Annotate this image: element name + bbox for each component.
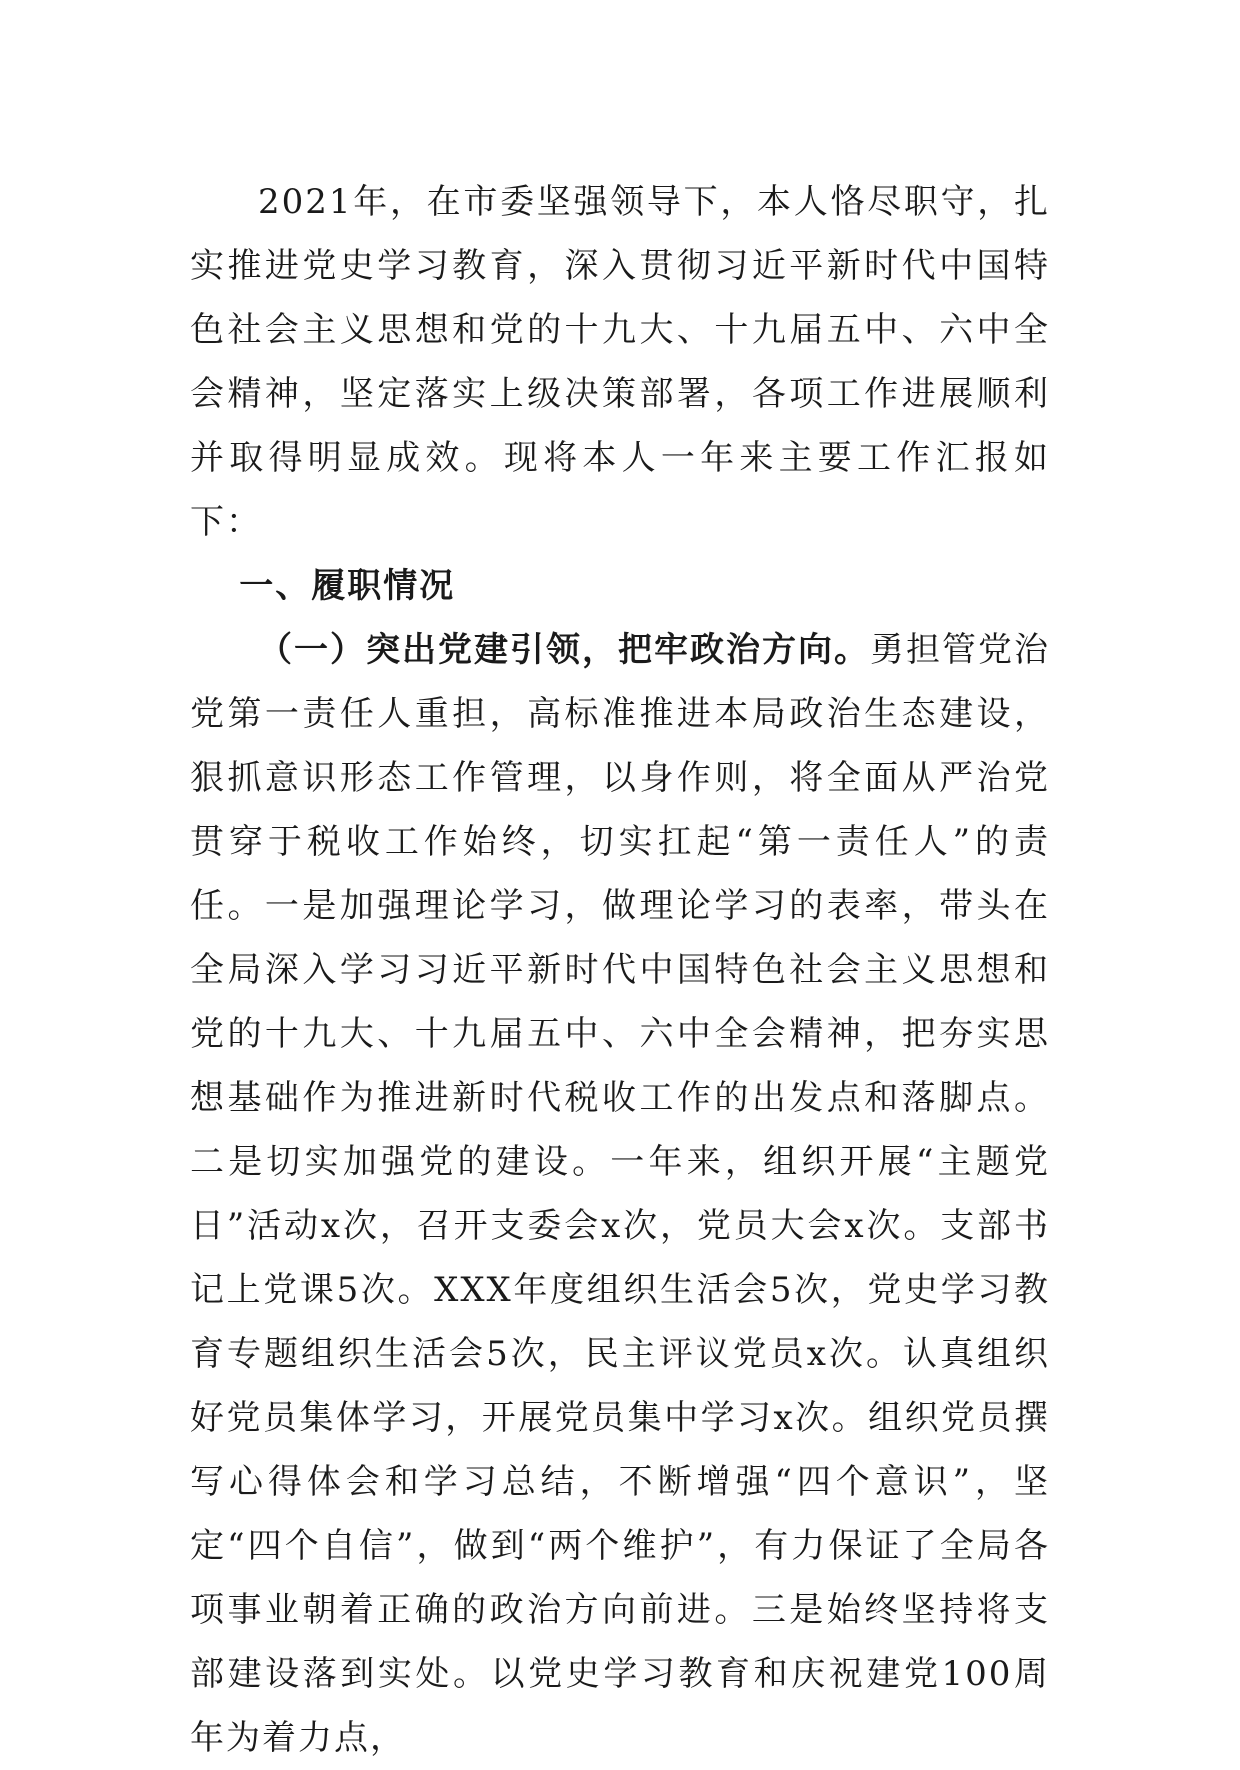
subsection-title: （一）突出党建引领，把牢政治方向。 (258, 630, 870, 670)
document-body (190, 170, 1050, 1770)
subsection-body: 勇担管党治党第一责任人重担，高标准推进本局政治生态建设，狠抓意识形态工作管理，以身作则，将全面从严治党贯穿于税收工作始终，切实扛起“第一责任人”的责任。一是加强理论学习，做理论学习的表率，带头在全局深入学习习近平新时代中国特色社会主义思想和党的十九大、十九届五中、六中全会精神，把夯实思想基础作为推进新时代税收工作的出发点和落脚点。二是切实加强党的建设。一年来，组织开展“主题党日”活动x次，召开支委会x次，党员大会x次。支部书记上党课5次。XXX年度组织生活会5次，党史学习教育专题组织生活会5次，民主评议党员x次。认真组织好党员集体学习，开展党员集中学习x次。组织党员撰写心得体会和学习总结，不断增强“四个意识”，坚定“四个自信”，做到“两个维护”，有力保证了全局各项事业朝着正确的政治方向前进。三是始终坚持将支部建设落到实处。以党史学习教育和庆祝建党100周年为着力点， (190, 630, 1050, 1758)
section-heading: 一、履职情况 (239, 566, 456, 606)
intro-paragraph: 2021年，在市委坚强领导下，本人恪尽职守，扎实推进党史学习教育，深入贯彻习近平新时代中国特色社会主义思想和党的十九大、十九届五中、六中全会精神，坚定落实上级决策部署，各项工作进展顺利并取得明显成效。现将本人一年来主要工作汇报如下： (190, 182, 1050, 542)
subsection-paragraph (190, 618, 1050, 1770)
